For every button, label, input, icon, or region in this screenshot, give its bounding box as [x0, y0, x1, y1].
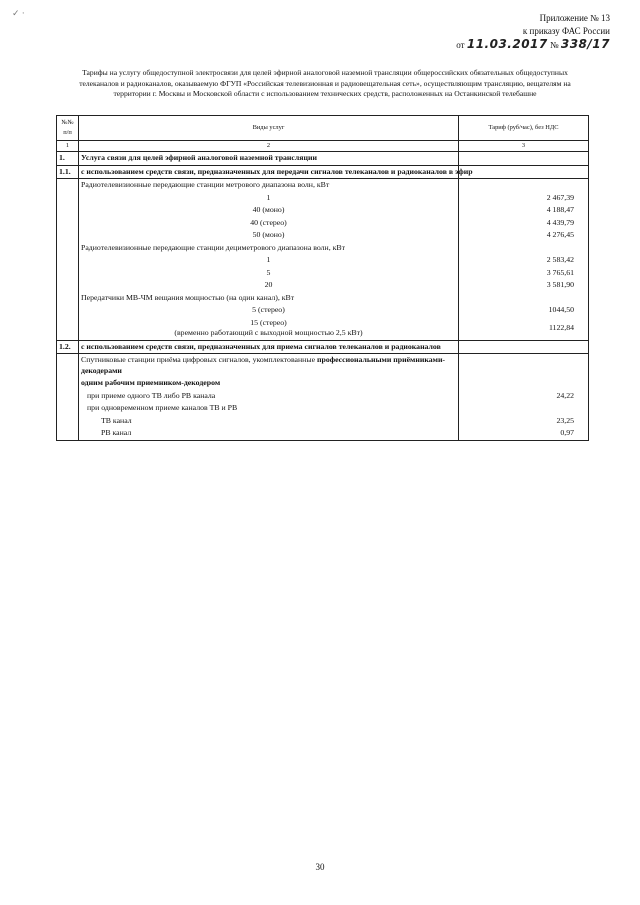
satellite-description [79, 354, 459, 378]
empty-cell [459, 340, 589, 354]
section-row [57, 152, 589, 166]
index-cell: 1 [57, 141, 79, 152]
group-label: Радиотелевизионные передающие станции дециметрового диапазона волн, кВт [79, 242, 459, 255]
power-value: 15 (стерео) [250, 317, 287, 327]
table-row [57, 254, 589, 267]
appendix-order-line: к приказу ФАС России [522, 26, 610, 36]
power-cell [79, 317, 459, 341]
power-cell: 5 (стерео) [79, 304, 459, 317]
table-row [57, 267, 589, 280]
index-cell: 2 [79, 141, 459, 152]
reception-label: при одновременном приеме каналов ТВ и РВ [79, 402, 459, 415]
table-row [57, 292, 589, 305]
channel-label: РВ канал [79, 427, 459, 440]
tariff-cell: 2 583,42 [459, 254, 589, 267]
table-row [57, 192, 589, 205]
index-cell: 3 [459, 141, 589, 152]
table-row [57, 402, 589, 415]
power-cell: 20 [79, 279, 459, 292]
table-index-row [57, 141, 589, 152]
description-text: Спутниковые станции приёма цифровых сигналов, укомплектованные [81, 355, 317, 364]
section-number: 1.1. [57, 165, 79, 179]
receiver-label: одним рабочим приемником-декодером [79, 377, 459, 390]
power-cell: 40 (моно) [79, 204, 459, 217]
empty-cell [459, 152, 589, 166]
section-name: с использованием средств связи, предназначенных для передачи сигналов телеканалов и радиоканалов в эфир [79, 165, 459, 179]
tariff-cell: 1044,50 [459, 304, 589, 317]
table-row [57, 179, 589, 192]
tariff-cell: 4 188,47 [459, 204, 589, 217]
power-cell: 5 [79, 267, 459, 280]
section-name: с использованием средств связи, предназначенных для приема сигналов телеканалов и радиоканалов [79, 340, 459, 354]
appendix-header [440, 12, 610, 52]
corner-check-mark: ✓ · [12, 8, 25, 18]
tariff-cell: 2 467,39 [459, 192, 589, 205]
reception-label: при приеме одного ТВ либо РВ канала [79, 390, 459, 403]
tariff-cell: 4 439,79 [459, 217, 589, 230]
table-row [57, 242, 589, 255]
table-row [57, 427, 589, 440]
tariff-cell: 24,22 [459, 390, 589, 403]
power-cell: 1 [79, 254, 459, 267]
appendix-date-line [440, 38, 610, 52]
tariff-cell: 3 765,61 [459, 267, 589, 280]
table-row [57, 390, 589, 403]
channel-label: ТВ канал [79, 415, 459, 428]
description-bold-text: профессиональными приёмниками-декодерами [81, 355, 446, 375]
tariff-cell: 1122,84 [459, 317, 589, 341]
table-row [57, 354, 589, 378]
power-cell: 50 (моно) [79, 229, 459, 242]
group-label: Радиотелевизионные передающие станции метрового диапазона волн, кВт [79, 179, 459, 192]
table-row [57, 217, 589, 230]
empty-cell [459, 165, 589, 179]
header-tariff: Тариф (руб/час), без НДС [459, 116, 589, 141]
handwritten-date: 11.03.2017 [466, 37, 548, 51]
power-cell: 40 (стерео) [79, 217, 459, 230]
header-service: Виды услуг [79, 116, 459, 141]
appendix-line: Приложение № 13 [539, 13, 610, 23]
tariff-cell: 3 581,90 [459, 279, 589, 292]
power-cell: 1 [79, 192, 459, 205]
header-number: №№ п/п [57, 116, 79, 141]
tariff-cell: 4 276,45 [459, 229, 589, 242]
subsection-row [57, 165, 589, 179]
page-number: 30 [315, 862, 325, 872]
table-row [57, 317, 589, 341]
table-row [57, 304, 589, 317]
tariff-table [56, 115, 589, 441]
tariff-cell: 0,97 [459, 427, 589, 440]
tariff-cell: 23,25 [459, 415, 589, 428]
table-row [57, 204, 589, 217]
table-row [57, 229, 589, 242]
document-title: Тарифы на услугу общедоступной электросвязи для целей эфирной аналоговой наземной трансляции общероссийских обязательных общедоступных телеканалов и радиоканалов, оказываемую ФГУП «Российская телевизионная и радиовещательная сеть», осуществляющим трансляцию, вещателям на территории г. Москвы и Московской области с использованием технических средств, расположенных на Останкинской телебашне [79, 68, 571, 98]
section-name: Услуга связи для целей эфирной аналоговой наземной трансляции [79, 152, 459, 166]
group-label: Передатчики МВ-ЧМ вещания мощностью (на один канал), кВт [79, 292, 459, 305]
section-number: 1.2. [57, 340, 79, 354]
table-header-row [57, 116, 589, 141]
subsection-row [57, 340, 589, 354]
number-prefix: № [550, 40, 559, 50]
table-row [57, 279, 589, 292]
table-row [57, 377, 589, 390]
section-number: 1. [57, 152, 79, 166]
table-row [57, 415, 589, 428]
power-note: (временно работающий с выходной мощностью 2,5 кВт) [174, 328, 363, 337]
date-prefix: от [456, 40, 465, 50]
handwritten-order-number: 338/17 [560, 37, 610, 51]
